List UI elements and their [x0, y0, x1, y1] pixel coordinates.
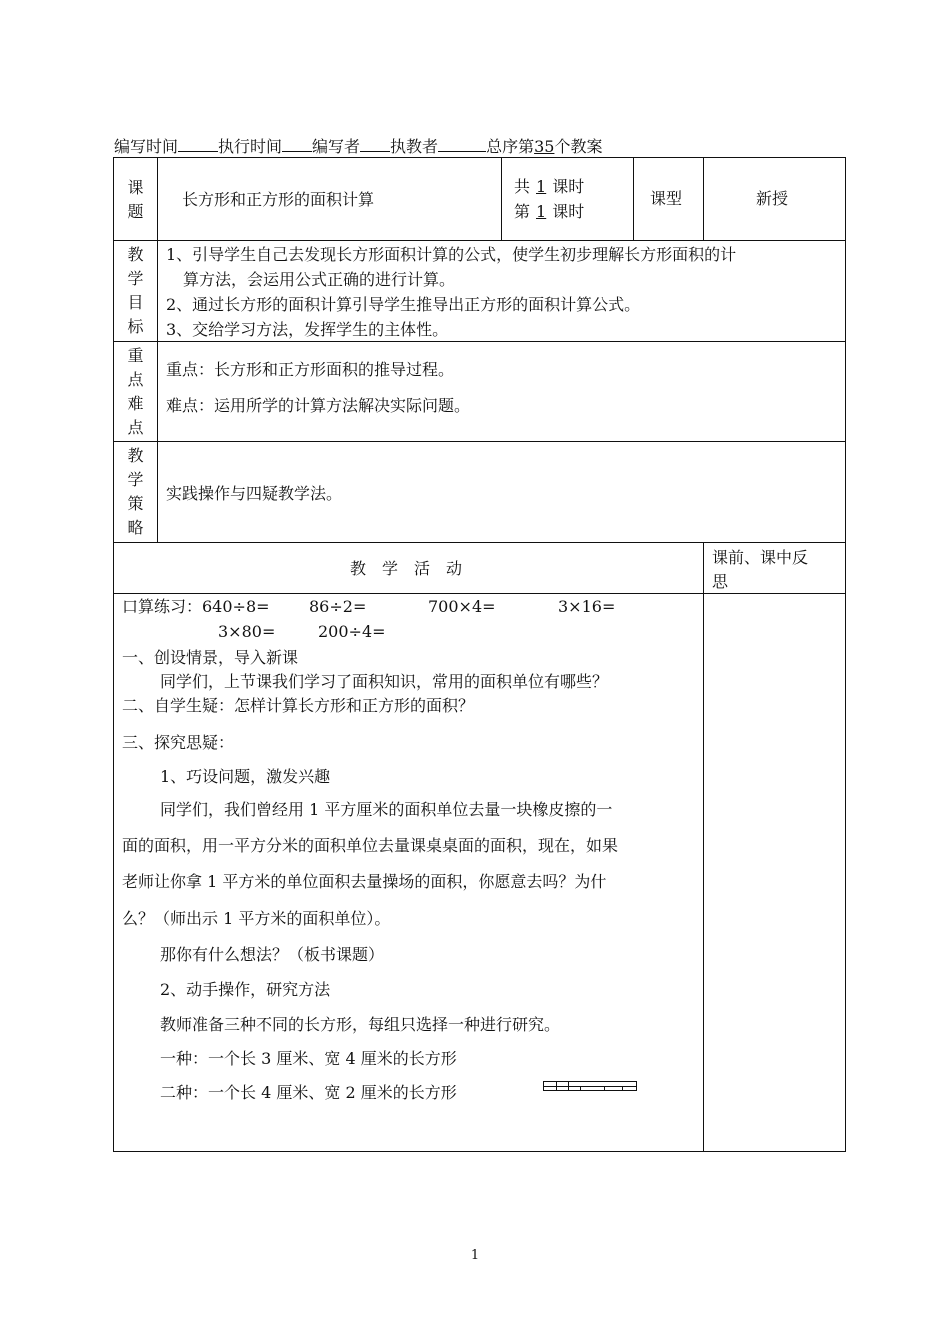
- goal-line-2: 算方法，会运用公式正确的进行计算。: [183, 270, 456, 289]
- teacher-blank: [438, 133, 486, 152]
- paragraph-line: 老师让你拿 1 平方米的单位面积去量操场的面积，你愿意去吗？为什: [122, 872, 607, 891]
- serial-suffix: 个教案: [554, 137, 603, 156]
- row-divider: [113, 441, 846, 442]
- goals-label: 教 学 目 标: [127, 245, 144, 336]
- goal-line-3: 2、通过长方形的面积计算引导学生推导出正方形的面积计算公式。: [166, 295, 641, 314]
- oral-item: 3×16=: [558, 597, 616, 616]
- row-divider: [113, 542, 846, 543]
- exec-time-blank: [282, 133, 312, 152]
- serial-prefix: 总序第: [486, 137, 535, 156]
- oral-practice: 口算练习：640÷8=: [122, 597, 270, 616]
- reflection-title-1: 课前、课中反: [712, 548, 809, 567]
- author-blank: [360, 133, 390, 152]
- header-line: [114, 133, 854, 158]
- exec-time-label: 执行时间: [218, 137, 283, 156]
- compile-time-label: 编写时间: [114, 137, 179, 156]
- rectangle-grid-figure: [543, 1081, 637, 1091]
- section-2-heading: 二、自学生疑：怎样计算长方形和正方形的面积？: [122, 696, 475, 715]
- paragraph-line: 么？（师出示 1 平方米的面积单位）。: [122, 909, 391, 928]
- row-divider: [113, 593, 846, 594]
- col-divider: [703, 542, 704, 1152]
- serial-number: 35: [534, 137, 555, 156]
- rectangle-kind-1: 一种：一个长 3 厘米、宽 4 厘米的长方形: [160, 1049, 457, 1068]
- oral-item: 700×4=: [428, 597, 496, 616]
- oral-item: 3×80=: [218, 622, 276, 641]
- oral-item: 86÷2=: [309, 597, 367, 616]
- goal-line-4: 3、交给学习方法，发挥学生的主体性。: [166, 320, 449, 339]
- current-period: 第 1 课时: [514, 202, 585, 221]
- section-1-text: 同学们，上节课我们学习了面积知识，常用的面积单位有哪些？: [160, 672, 609, 691]
- activity-title: 教 学 活 动: [350, 559, 463, 578]
- page-number: 1: [470, 1248, 480, 1263]
- topic-label: 课 题: [127, 178, 144, 221]
- strategy-label: 教 学 策 略: [127, 446, 144, 537]
- total-periods: 共 1 课时: [514, 177, 585, 196]
- compile-time-blank: [178, 133, 218, 152]
- paragraph-2: 那你有什么想法？（板书课题）: [160, 945, 385, 964]
- key-point: 重点：长方形和正方形面积的推导过程。: [166, 360, 455, 379]
- section-1-heading: 一、创设情景，导入新课: [122, 648, 299, 667]
- key-points-label: 重 点 难 点: [127, 346, 144, 437]
- reflection-title-2: 思: [712, 572, 729, 591]
- paragraph-line: 同学们，我们曾经用 1 平方厘米的面积单位去量一块橡皮擦的一: [160, 800, 613, 819]
- col-divider: [703, 157, 704, 240]
- goal-line-1: 1、引导学生自己去发现长方形面积计算的公式，使学生初步理解长方形面积的计: [166, 245, 737, 264]
- lesson-type-label: 课型: [650, 189, 683, 208]
- col-divider: [501, 157, 502, 240]
- subsection-1: 1、巧设问题，激发兴趣: [160, 767, 331, 786]
- author-label: 编写者: [312, 137, 361, 156]
- teacher-label: 执教者: [390, 137, 439, 156]
- section-3-heading: 三、探究思疑：: [122, 733, 235, 752]
- row-divider: [113, 240, 846, 241]
- paragraph-line: 面的面积，用一平方分米的面积单位去量课桌桌面的面积，现在，如果: [122, 836, 619, 855]
- lesson-type-value: 新授: [756, 189, 789, 208]
- paragraph-3: 教师准备三种不同的长方形，每组只选择一种进行研究。: [160, 1015, 561, 1034]
- col-divider: [633, 157, 634, 240]
- rectangle-kind-2: 二种：一个长 4 厘米、宽 2 厘米的长方形: [160, 1083, 457, 1102]
- subsection-2: 2、动手操作，研究方法: [160, 980, 331, 999]
- oral-item: 200÷4=: [318, 622, 386, 641]
- difficulty-point: 难点：运用所学的计算方法解决实际问题。: [166, 396, 471, 415]
- strategy-text: 实践操作与四疑教学法。: [166, 484, 343, 503]
- lesson-title: 长方形和正方形的面积计算: [182, 190, 375, 209]
- col-divider: [157, 157, 158, 542]
